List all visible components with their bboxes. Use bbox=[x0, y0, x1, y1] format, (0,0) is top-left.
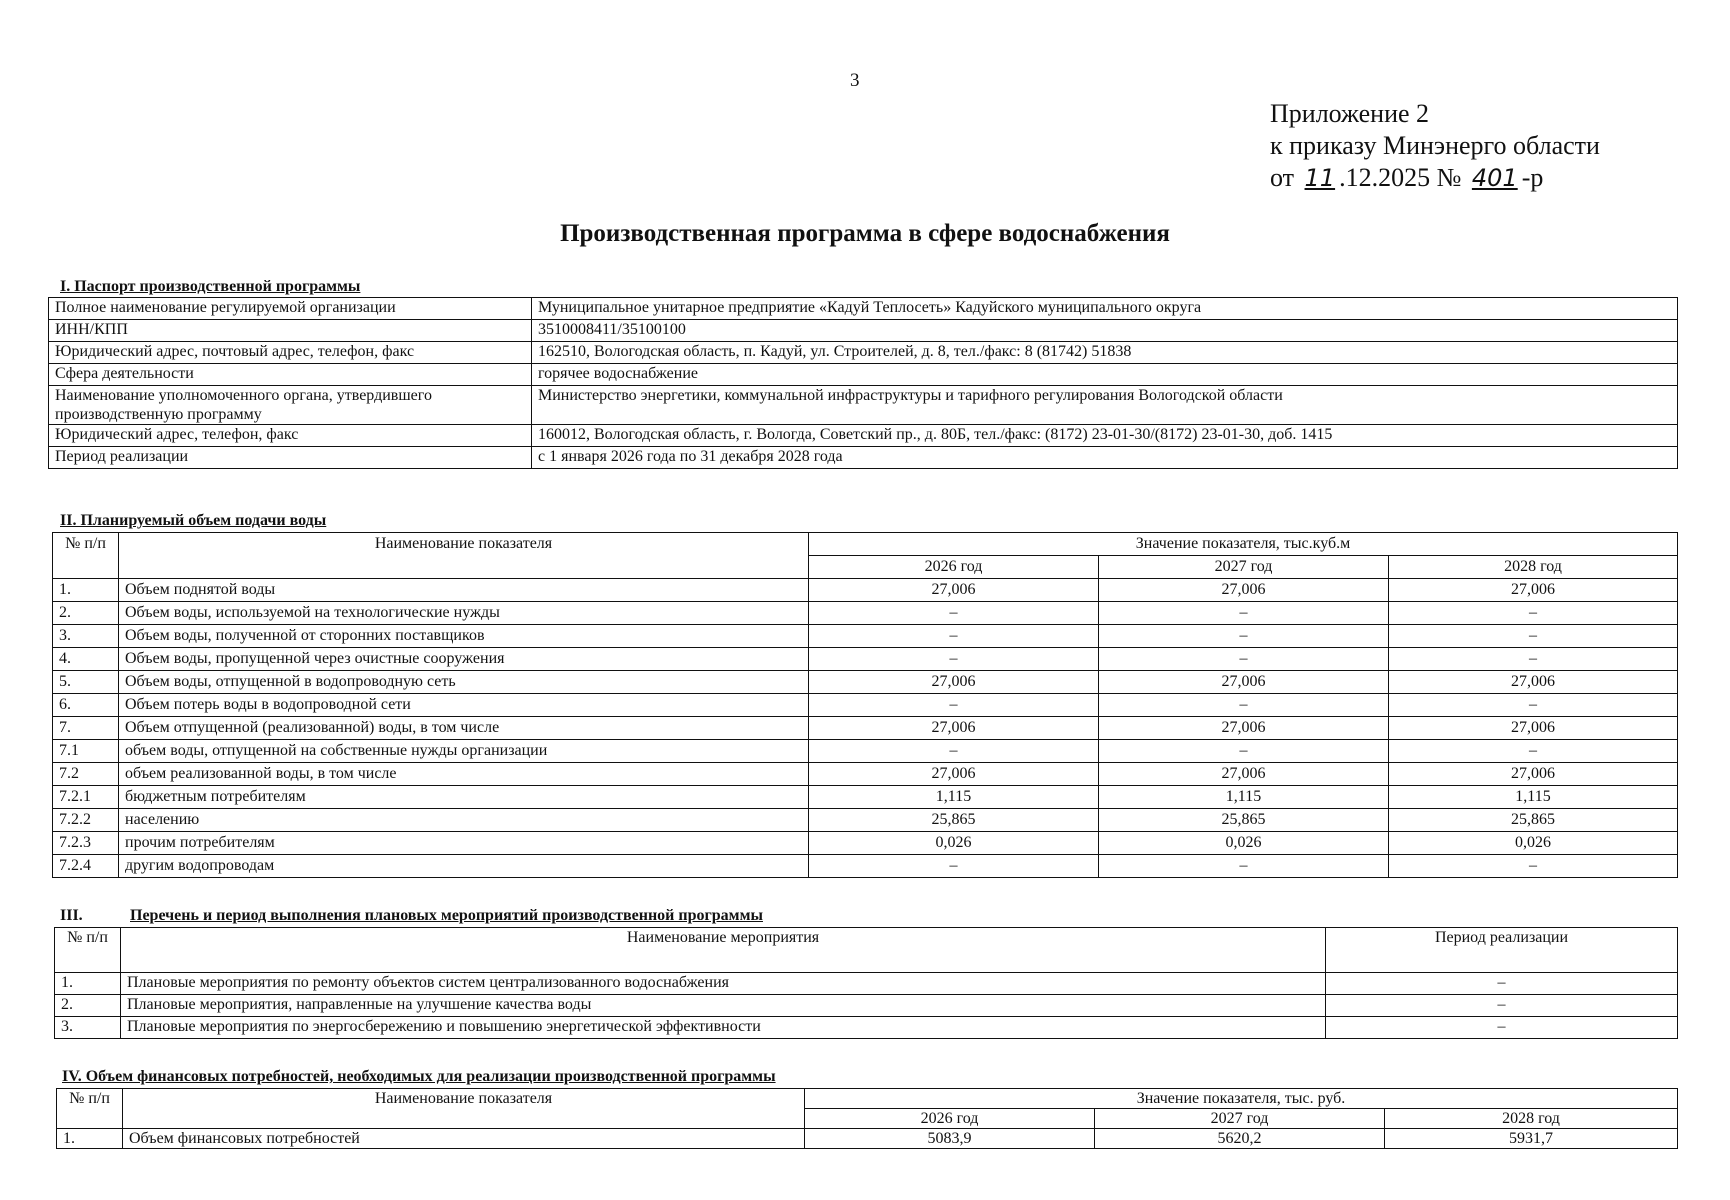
indicator-value: – bbox=[1389, 694, 1678, 717]
activity-period: – bbox=[1326, 1017, 1678, 1039]
indicator-value: 0,026 bbox=[1389, 832, 1678, 855]
indicator-name: объем воды, отпущенной на собственные нужды организации bbox=[119, 740, 809, 763]
indicator-value: – bbox=[1389, 648, 1678, 671]
field-value: Министерство энергетики, коммунальной инфраструктуры и тарифного регулирования Вологодской области bbox=[532, 386, 1678, 425]
handwritten-number: 401 bbox=[1471, 164, 1518, 192]
section1-heading: I. Паспорт производственной программы bbox=[60, 278, 361, 295]
activity-name: Плановые мероприятия, направленные на улучшение качества воды bbox=[121, 995, 1326, 1017]
activity-period: – bbox=[1326, 995, 1678, 1017]
indicator-name: Объем отпущенной (реализованной) воды, в том числе bbox=[119, 717, 809, 740]
indicator-name: Объем финансовых потребностей bbox=[123, 1129, 805, 1149]
indicator-value: 1,115 bbox=[1099, 786, 1389, 809]
indicator-value: 27,006 bbox=[809, 671, 1099, 694]
financial-needs-table bbox=[56, 1088, 1678, 1149]
year-header: 2026 год bbox=[809, 556, 1099, 579]
indicator-value: – bbox=[1099, 740, 1389, 763]
table-row bbox=[53, 602, 1678, 625]
activities-table bbox=[54, 927, 1678, 1039]
table-row bbox=[53, 763, 1678, 786]
indicator-value: – bbox=[1099, 694, 1389, 717]
table-row bbox=[53, 809, 1678, 832]
indicator-value: 27,006 bbox=[809, 763, 1099, 786]
section3-heading bbox=[60, 907, 763, 925]
row-number: 7.1 bbox=[53, 740, 119, 763]
indicator-value: – bbox=[1099, 625, 1389, 648]
table-row bbox=[53, 740, 1678, 763]
indicator-value: 5620,2 bbox=[1095, 1129, 1385, 1149]
indicator-value: 27,006 bbox=[1389, 579, 1678, 602]
row-number: 2. bbox=[53, 602, 119, 625]
row-number: 7.2 bbox=[53, 763, 119, 786]
table-row bbox=[49, 425, 1678, 447]
row-number: 7.2.1 bbox=[53, 786, 119, 809]
row-number: 7.2.4 bbox=[53, 855, 119, 878]
indicator-name: Объем поднятой воды bbox=[119, 579, 809, 602]
activity-name: Плановые мероприятия по энергосбережению и повышению энергетической эффективности bbox=[121, 1017, 1326, 1039]
indicator-value: 27,006 bbox=[1099, 671, 1389, 694]
table-row bbox=[49, 447, 1678, 469]
activity-name: Плановые мероприятия по ремонту объектов систем централизованного водоснабжения bbox=[121, 973, 1326, 995]
col-activity-header: Наименование мероприятия bbox=[121, 928, 1326, 973]
section2-heading: II. Планируемый объем подачи воды bbox=[60, 512, 327, 529]
col-num-header: № п/п bbox=[55, 928, 121, 973]
indicator-name: Объем воды, используемой на технологические нужды bbox=[119, 602, 809, 625]
appendix-line3 bbox=[1270, 162, 1600, 194]
indicator-value: – bbox=[1389, 602, 1678, 625]
indicator-name: населению bbox=[119, 809, 809, 832]
indicator-value: 0,026 bbox=[1099, 832, 1389, 855]
indicator-value: 0,026 bbox=[809, 832, 1099, 855]
field-label: Юридический адрес, почтовый адрес, телефон, факс bbox=[49, 342, 532, 364]
table-row bbox=[49, 342, 1678, 364]
page-number: 3 bbox=[850, 70, 860, 91]
indicator-value: – bbox=[1099, 602, 1389, 625]
indicator-value: 27,006 bbox=[1389, 763, 1678, 786]
table-row bbox=[53, 717, 1678, 740]
indicator-name: Объем потерь воды в водопроводной сети bbox=[119, 694, 809, 717]
section3-heading-text: Перечень и период выполнения плановых мероприятий производственной программы bbox=[130, 907, 763, 924]
date-rest: .12.2025 № bbox=[1339, 163, 1462, 192]
indicator-value: 1,115 bbox=[809, 786, 1099, 809]
water-supply-table bbox=[52, 532, 1678, 878]
indicator-value: – bbox=[1099, 648, 1389, 671]
indicator-value: 27,006 bbox=[1389, 717, 1678, 740]
indicator-name: Объем воды, отпущенной в водопроводную сеть bbox=[119, 671, 809, 694]
indicator-value: 25,865 bbox=[1099, 809, 1389, 832]
table-row bbox=[49, 298, 1678, 320]
table-row bbox=[53, 671, 1678, 694]
field-label: Сфера деятельности bbox=[49, 364, 532, 386]
table-row bbox=[49, 320, 1678, 342]
row-number: 6. bbox=[53, 694, 119, 717]
field-label: Наименование уполномоченного органа, утвердившего производственную программу bbox=[49, 386, 532, 425]
order-suffix: -р bbox=[1521, 163, 1544, 192]
row-number: 3. bbox=[53, 625, 119, 648]
year-header: 2028 год bbox=[1385, 1109, 1678, 1129]
year-header: 2028 год bbox=[1389, 556, 1678, 579]
appendix-line1: Приложение 2 bbox=[1270, 99, 1430, 128]
indicator-value: 5083,9 bbox=[805, 1129, 1095, 1149]
indicator-name: Объем воды, полученной от сторонних поставщиков bbox=[119, 625, 809, 648]
field-value: Муниципальное унитарное предприятие «Кадуй Теплосеть» Кадуйского муниципального округа bbox=[532, 298, 1678, 320]
row-number: 1. bbox=[55, 973, 121, 995]
indicator-value: – bbox=[809, 625, 1099, 648]
row-number: 1. bbox=[57, 1129, 123, 1149]
indicator-value: – bbox=[809, 602, 1099, 625]
appendix-block bbox=[1270, 98, 1600, 194]
handwritten-day: 11 bbox=[1304, 164, 1336, 192]
indicator-value: 27,006 bbox=[1099, 579, 1389, 602]
indicator-value: – bbox=[809, 740, 1099, 763]
activity-period: – bbox=[1326, 973, 1678, 995]
row-number: 7.2.3 bbox=[53, 832, 119, 855]
table-row bbox=[53, 786, 1678, 809]
section4-heading: IV. Объем финансовых потребностей, необходимых для реализации производственной программы bbox=[62, 1068, 776, 1085]
year-header: 2027 год bbox=[1095, 1109, 1385, 1129]
indicator-value: 25,865 bbox=[1389, 809, 1678, 832]
row-number: 1. bbox=[53, 579, 119, 602]
table-row bbox=[55, 973, 1678, 995]
indicator-value: 25,865 bbox=[809, 809, 1099, 832]
table-row bbox=[53, 648, 1678, 671]
appendix-line2: к приказу Минэнерго области bbox=[1270, 131, 1600, 160]
date-prefix: от bbox=[1270, 163, 1295, 192]
row-number: 4. bbox=[53, 648, 119, 671]
table-row bbox=[53, 625, 1678, 648]
section3-number: III. bbox=[60, 907, 83, 924]
table-row bbox=[53, 855, 1678, 878]
table-row bbox=[49, 386, 1678, 425]
field-label: Юридический адрес, телефон, факс bbox=[49, 425, 532, 447]
indicator-value: – bbox=[1389, 740, 1678, 763]
table-row bbox=[57, 1129, 1678, 1149]
indicator-value: – bbox=[809, 855, 1099, 878]
row-number: 5. bbox=[53, 671, 119, 694]
indicator-name: объем реализованной воды, в том числе bbox=[119, 763, 809, 786]
document-title: Производственная программа в сфере водоснабжения bbox=[560, 220, 1170, 247]
indicator-value: 27,006 bbox=[1099, 763, 1389, 786]
indicator-value: 27,006 bbox=[809, 717, 1099, 740]
indicator-value: 27,006 bbox=[1099, 717, 1389, 740]
field-value: горячее водоснабжение bbox=[532, 364, 1678, 386]
table-row bbox=[55, 1017, 1678, 1039]
col-num-header: № п/п bbox=[57, 1089, 123, 1129]
field-label: Полное наименование регулируемой организации bbox=[49, 298, 532, 320]
passport-table bbox=[48, 297, 1678, 469]
field-value: с 1 января 2026 года по 31 декабря 2028 года bbox=[532, 447, 1678, 469]
col-value-header: Значение показателя, тыс.куб.м bbox=[809, 533, 1678, 556]
indicator-name: другим водопроводам bbox=[119, 855, 809, 878]
year-header: 2027 год bbox=[1099, 556, 1389, 579]
field-label: Период реализации bbox=[49, 447, 532, 469]
field-value: 160012, Вологодская область, г. Вологда, Советский пр., д. 80Б, тел./факс: (8172) 23-01-30/(8172) 23-01-30, доб. 1415 bbox=[532, 425, 1678, 447]
indicator-name: Объем воды, пропущенной через очистные сооружения bbox=[119, 648, 809, 671]
table-row bbox=[53, 694, 1678, 717]
col-period-header: Период реализации bbox=[1326, 928, 1678, 973]
row-number: 2. bbox=[55, 995, 121, 1017]
col-name-header: Наименование показателя bbox=[123, 1089, 805, 1129]
col-name-header: Наименование показателя bbox=[119, 533, 809, 579]
table-row bbox=[53, 832, 1678, 855]
indicator-value: 27,006 bbox=[1389, 671, 1678, 694]
row-number: 3. bbox=[55, 1017, 121, 1039]
indicator-value: – bbox=[809, 648, 1099, 671]
col-num-header: № п/п bbox=[53, 533, 119, 579]
indicator-value: – bbox=[1389, 855, 1678, 878]
indicator-value: 5931,7 bbox=[1385, 1129, 1678, 1149]
indicator-value: 1,115 bbox=[1389, 786, 1678, 809]
indicator-value: – bbox=[1389, 625, 1678, 648]
row-number: 7.2.2 bbox=[53, 809, 119, 832]
year-header: 2026 год bbox=[805, 1109, 1095, 1129]
col-value-header: Значение показателя, тыс. руб. bbox=[805, 1089, 1678, 1109]
field-label: ИНН/КПП bbox=[49, 320, 532, 342]
indicator-name: прочим потребителям bbox=[119, 832, 809, 855]
indicator-value: – bbox=[1099, 855, 1389, 878]
field-value: 162510, Вологодская область, п. Кадуй, ул. Строителей, д. 8, тел./факс: 8 (81742) 51838 bbox=[532, 342, 1678, 364]
field-value: 3510008411/35100100 bbox=[532, 320, 1678, 342]
indicator-name: бюджетным потребителям bbox=[119, 786, 809, 809]
row-number: 7. bbox=[53, 717, 119, 740]
indicator-value: – bbox=[809, 694, 1099, 717]
indicator-value: 27,006 bbox=[809, 579, 1099, 602]
table-row bbox=[49, 364, 1678, 386]
table-row bbox=[53, 579, 1678, 602]
table-row bbox=[55, 995, 1678, 1017]
